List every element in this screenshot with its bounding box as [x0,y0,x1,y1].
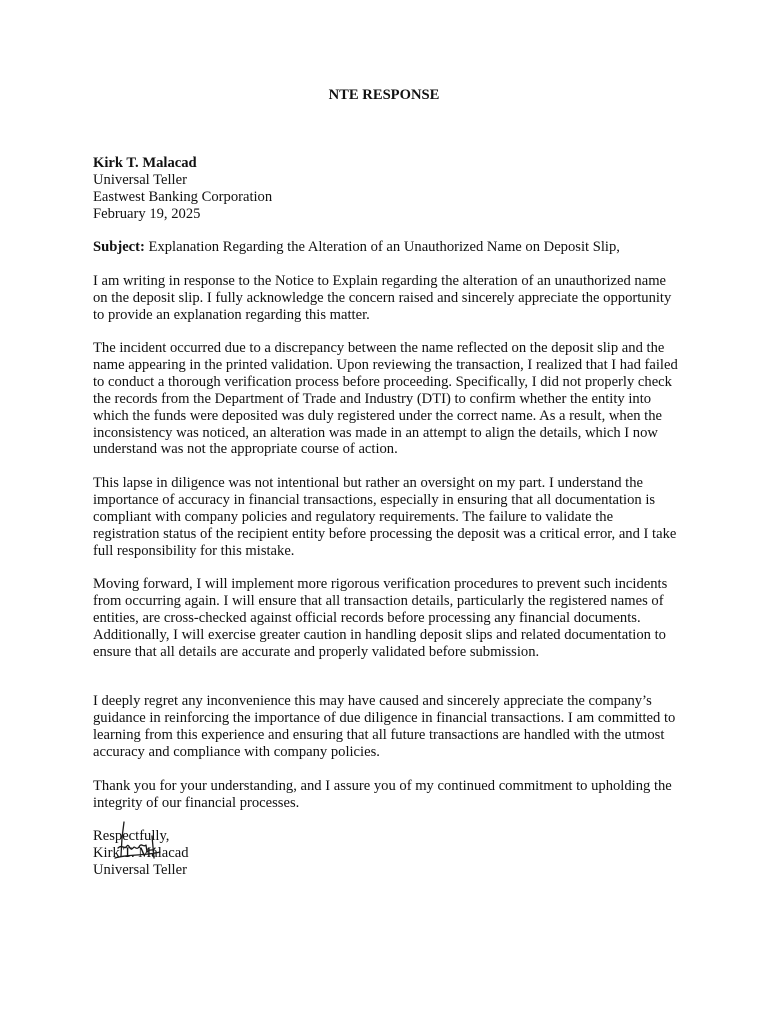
closing-name: Kirk T. Malacad [93,844,189,861]
handwritten-signature-icon [110,818,170,866]
paragraph-1: I am writing in response to the Notice to Explain regarding the alteration of an unauthorized name on the deposit slip. I fully acknowledge the concern raised and sincerely appreciate the opportunity to provide an explanation regarding this matter. [93,273,672,323]
paragraph-6: Thank you for your understanding, and I assure you of my continued commitment to upholding the integrity of our financial processes. [93,778,672,811]
sender-company: Eastwest Banking Corporation [93,188,273,205]
valediction: Respectfully, [93,828,170,844]
paragraph-4: Moving forward, I will implement more rigorous verification procedures to prevent such incidents from occurring again. I will ensure that all transaction details, particularly the registered names of entities, are cross-checked against official records before processing any financial documents. Additionally, I will exercise greater caution in handling deposit slips and related documentation to ensure that all details are accurate and properly validated before submission. [93,576,668,660]
sender-position: Universal Teller [93,171,187,188]
subject-line [93,239,683,256]
document-title: NTE RESPONSE [328,87,440,103]
sender-block [93,155,272,223]
subject-text: Explanation Regarding the Alteration of an Unauthorized Name on Deposit Slip, [144,239,620,255]
subject-label: Subject: [93,239,145,255]
paragraph-2: The incident occurred due to a discrepancy between the name reflected on the deposit slip and the name appearing in the printed validation. Upon reviewing the transaction, I realized that I had failed to conduct a thorough verification process before proceeding. Specifically, I did not properly check the records from the Department of Trade and Industry (DTI) to confirm whether the entity into which the funds were deposited was duly registered under the correct name. As a result, when the inconsistency was noticed, an alteration was made in an attempt to align the details, which I now understand was not the appropriate course of action. [93,340,678,458]
paragraph-5: I deeply regret any inconvenience this may have caused and sincerely appreciate the company’s guidance in reinforcing the importance of due diligence in financial transactions. I am committed to learning from this experience and ensuring that all future transactions are handled with the utmost accuracy and compliance with company policies. [93,693,676,760]
sender-name: Kirk T. Malacad [93,155,197,171]
paragraph-3: This lapse in diligence was not intentional but rather an oversight on my part. I understand the importance of accuracy in financial transactions, especially in ensuring that all documentation is compliant with company policies and regulatory requirements. The failure to validate the registration status of the recipient entity before processing the deposit was a critical error, and I take full responsibility for this mistake. [93,475,677,559]
letter-date: February 19, 2025 [93,205,201,222]
closing-position: Universal Teller [93,861,187,878]
